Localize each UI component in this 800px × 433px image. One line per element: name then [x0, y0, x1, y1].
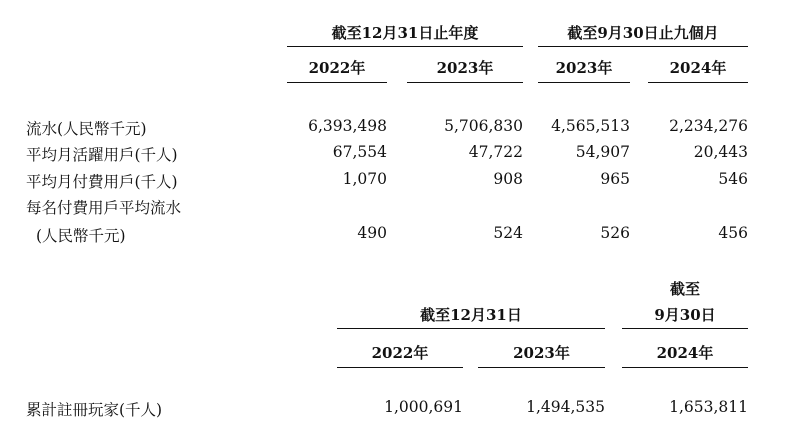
row-label: 累計註冊玩家(千人) — [26, 401, 163, 419]
row-label: 流水(人民幣千元) — [26, 120, 147, 138]
divider — [407, 82, 523, 83]
table-cell: 1,000,691 — [384, 398, 463, 416]
group-header-right-line1: 截至 — [669, 280, 700, 298]
row-label-line2: (人民幣千元) — [36, 227, 126, 245]
group-header-year: 截至12月31日止年度 — [331, 24, 479, 42]
row-label: 每名付費用戶平均流水 — [26, 199, 182, 217]
group-header-nine-months: 截至9月30日止九個月 — [567, 24, 719, 42]
table-cell: 1,070 — [342, 170, 387, 188]
table-cell: 908 — [493, 170, 523, 188]
table-cell: 456 — [718, 224, 748, 242]
table-cell: 5,706,830 — [444, 117, 523, 135]
table-cell: 54,907 — [575, 143, 630, 161]
table-cell: 6,393,498 — [308, 117, 387, 135]
divider — [337, 367, 463, 368]
divider — [538, 46, 748, 47]
table-cell: 2,234,276 — [669, 117, 748, 135]
table-cell: 4,565,513 — [551, 117, 630, 135]
table-cell: 965 — [600, 170, 630, 188]
divider — [478, 367, 605, 368]
table-cell: 47,722 — [468, 143, 523, 161]
table-cell: 490 — [357, 224, 387, 242]
table-cell: 67,554 — [332, 143, 387, 161]
divider — [287, 46, 523, 47]
year-header: 2024年 — [656, 344, 714, 362]
year-header: 2022年 — [308, 59, 366, 77]
divider — [622, 328, 748, 329]
year-header: 2023年 — [436, 59, 494, 77]
table-cell: 546 — [718, 170, 748, 188]
divider — [538, 82, 630, 83]
year-header: 2022年 — [371, 344, 429, 362]
year-header: 2024年 — [669, 59, 727, 77]
table-cell: 524 — [493, 224, 523, 242]
table-cell: 20,443 — [693, 143, 748, 161]
group-header-right-line2: 9月30日 — [654, 306, 716, 324]
divider — [622, 367, 748, 368]
divider — [287, 82, 387, 83]
year-header: 2023年 — [513, 344, 570, 362]
row-label: 平均月付費用戶(千人) — [26, 173, 178, 191]
year-header: 2023年 — [555, 59, 613, 77]
table-cell: 1,494,535 — [526, 398, 605, 416]
divider — [648, 82, 748, 83]
group-header-year: 截至12月31日 — [420, 306, 522, 324]
row-label: 平均月活躍用戶(千人) — [26, 146, 178, 164]
table-cell: 1,653,811 — [669, 398, 748, 416]
table-cell: 526 — [600, 224, 630, 242]
divider — [337, 328, 605, 329]
